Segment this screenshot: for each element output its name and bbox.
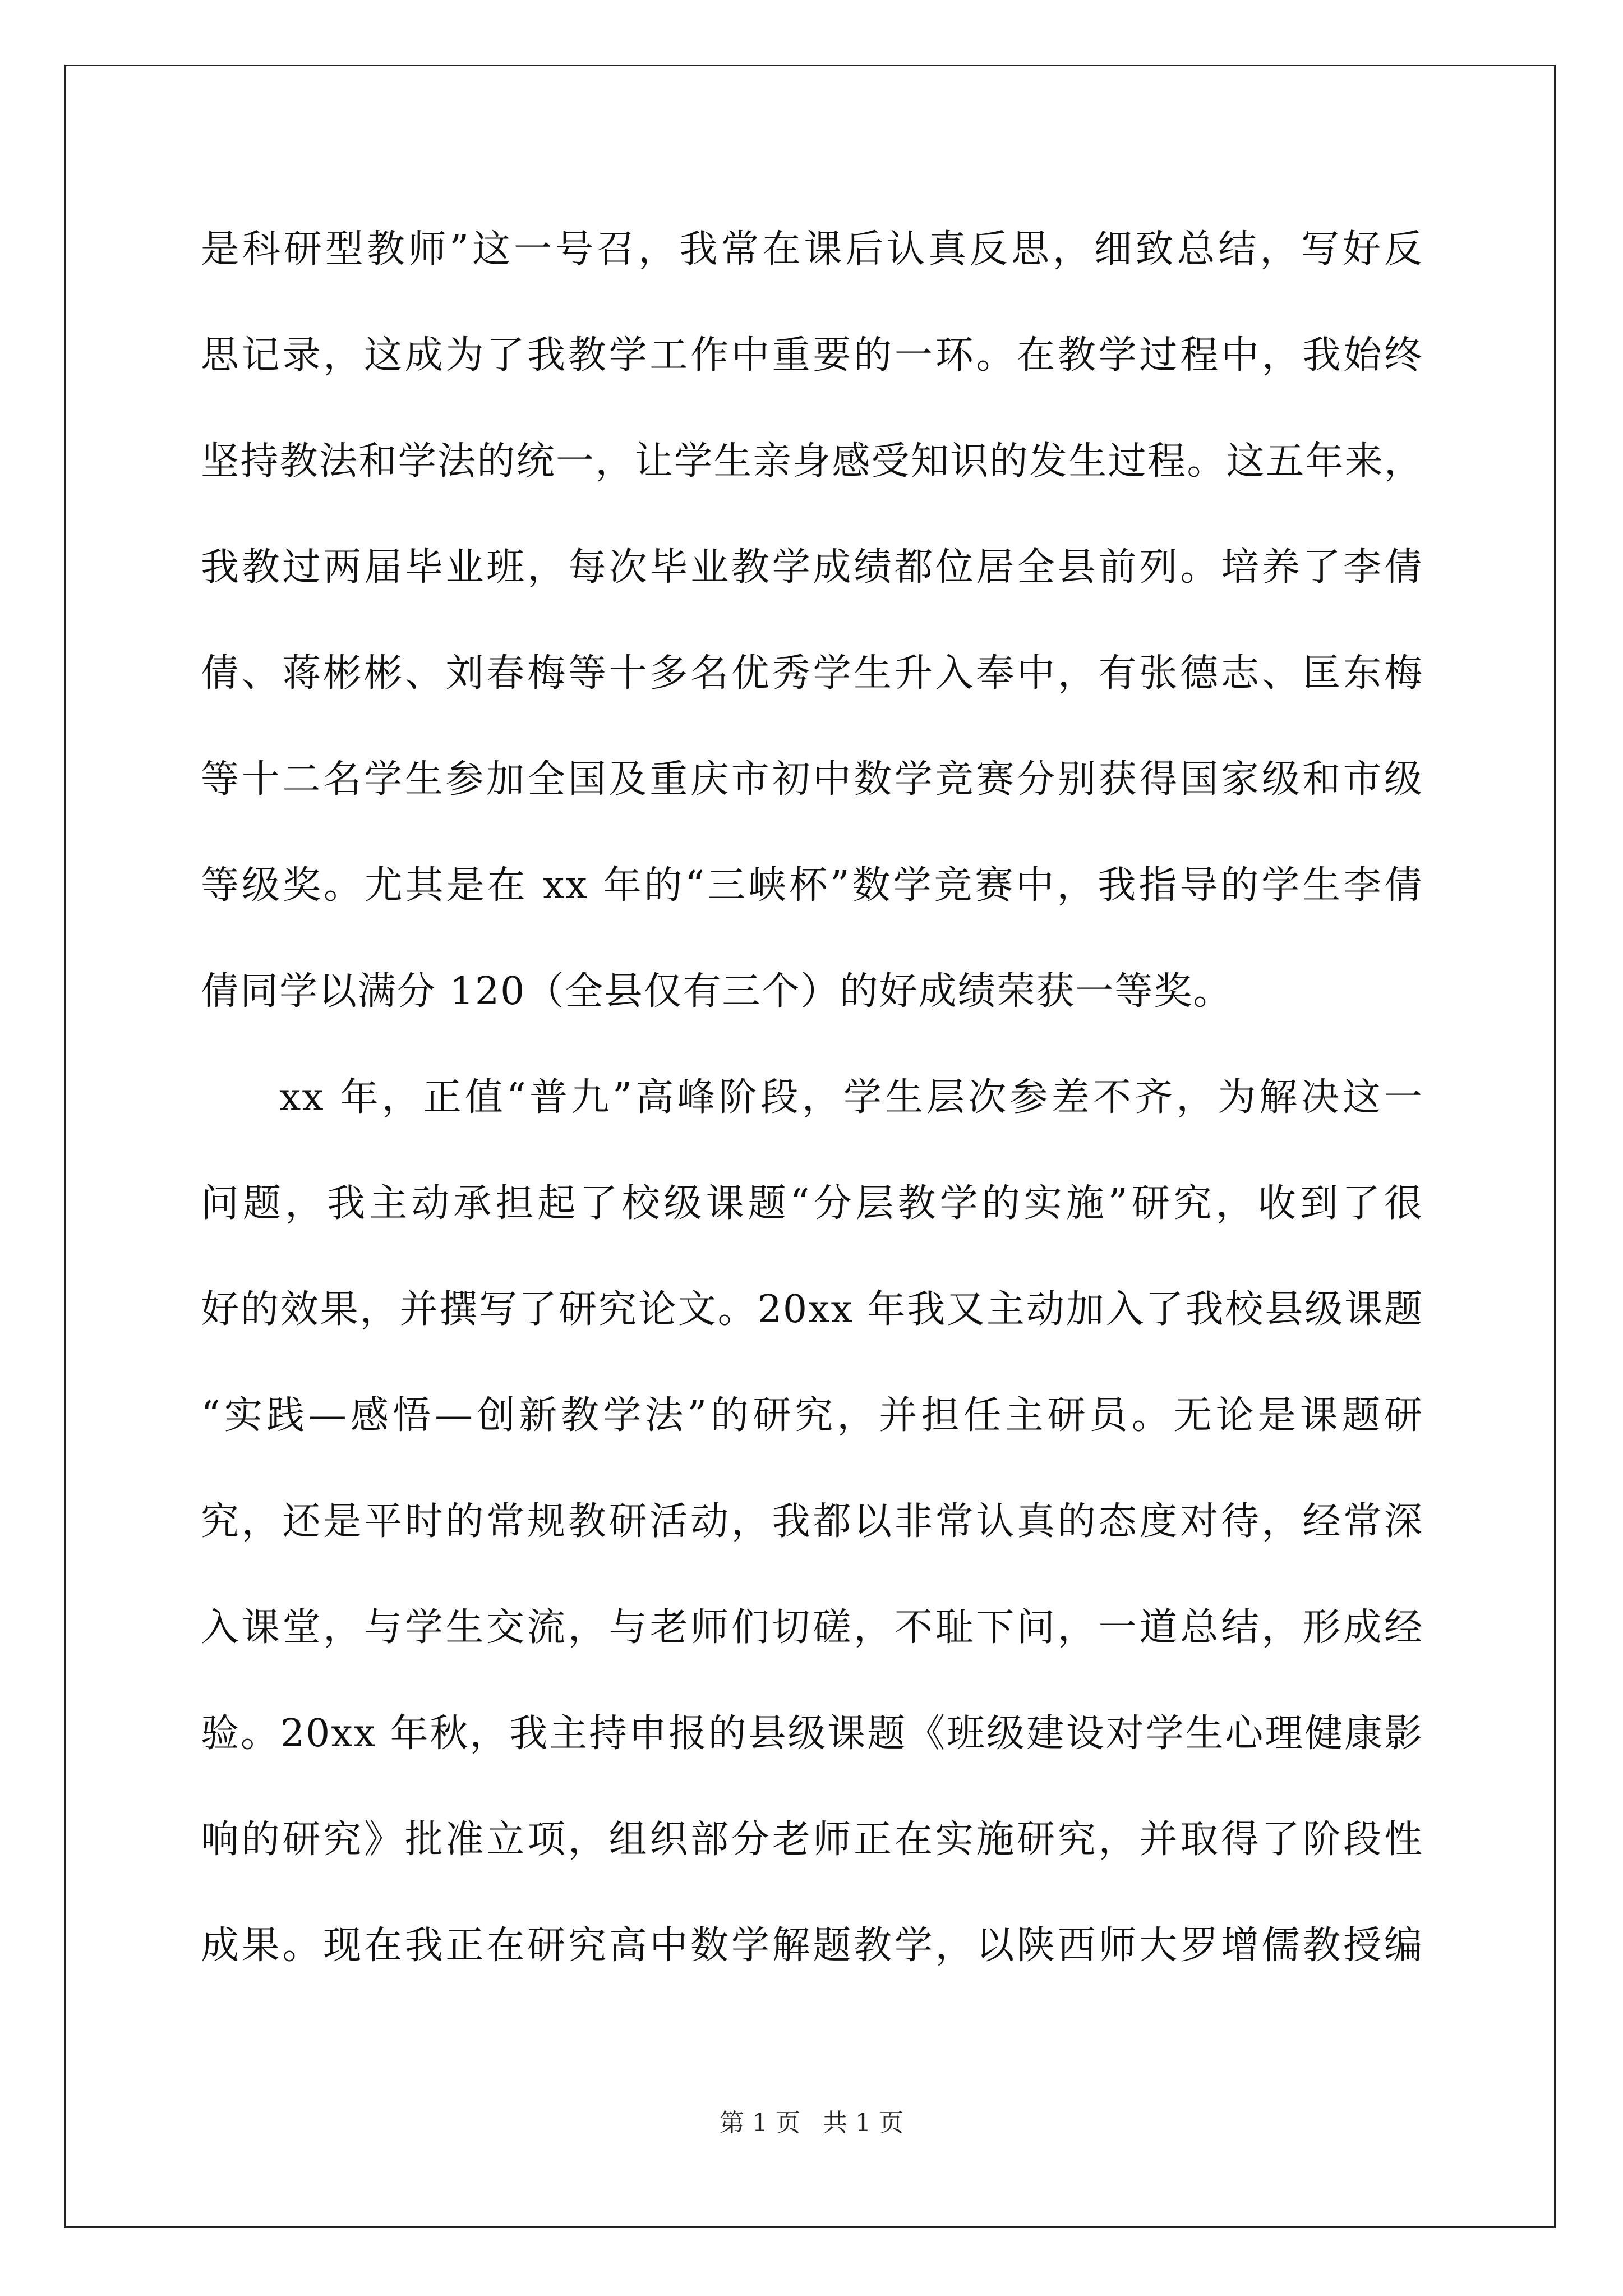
text-line-15: 验。20xx 年秋，我主持申报的县级课题《班级建设对学生心理健康影: [201, 1711, 1423, 1756]
text-line-6: 等十二名学生参加全国及重庆市初中数学竞赛分别获得国家级和市级: [201, 757, 1423, 802]
text-line-14: 入课堂，与学生交流，与老师们切磋，不耻下问，一道总结，形成经: [201, 1605, 1423, 1650]
text-line-8: 倩同学以满分 120（全县仅有三个）的好成绩荣获一等奖。: [201, 969, 1233, 1014]
text-line-10: 问题，我主动承担起了校级课题“分层教学的实施”研究，收到了很: [201, 1181, 1423, 1226]
page-total: 共 1 页: [823, 2109, 903, 2137]
text-line-5: 倩、蒋彬彬、刘春梅等十多名优秀学生升入奉中，有张德志、匡东梅: [201, 651, 1423, 696]
document-body: [201, 219, 1423, 2021]
text-line-7: 等级奖。尤其是在 xx 年的“三峡杯”数学竞赛中，我指导的学生李倩: [201, 863, 1423, 908]
text-line-11: 好的效果，并撰写了研究论文。20xx 年我又主动加入了我校县级课题: [201, 1287, 1423, 1332]
text-line-16: 响的研究》批准立项，组织部分老师正在实施研究，并取得了阶段性: [201, 1818, 1423, 1862]
page-number: 第 1 页: [720, 2109, 800, 2137]
text-line-9: xx 年，正值“普九”高峰阶段，学生层次参差不齐，为解决这一: [279, 1075, 1423, 1120]
text-line-12: “实践—感悟—创新教学法”的研究，并担任主研员。无论是课题研: [201, 1393, 1423, 1438]
text-line-4: 我教过两届毕业班，每次毕业教学成绩都位居全县前列。培养了李倩: [201, 545, 1423, 590]
text-line-1: 是科研型教师”这一号召，我常在课后认真反思，细致总结，写好反: [201, 227, 1423, 272]
text-line-2: 思记录，这成为了我教学工作中重要的一环。在教学过程中，我始终: [201, 333, 1423, 378]
text-line-13: 究，还是平时的常规教研活动，我都以非常认真的态度对待，经常深: [201, 1499, 1423, 1544]
text-line-17: 成果。现在我正在研究高中数学解题教学，以陕西师大罗增儒教授编: [201, 1924, 1423, 1968]
page-footer: [0, 2106, 1623, 2140]
text-line-3: 坚持教法和学法的统一，让学生亲身感受知识的发生过程。这五年来，: [201, 439, 1423, 484]
